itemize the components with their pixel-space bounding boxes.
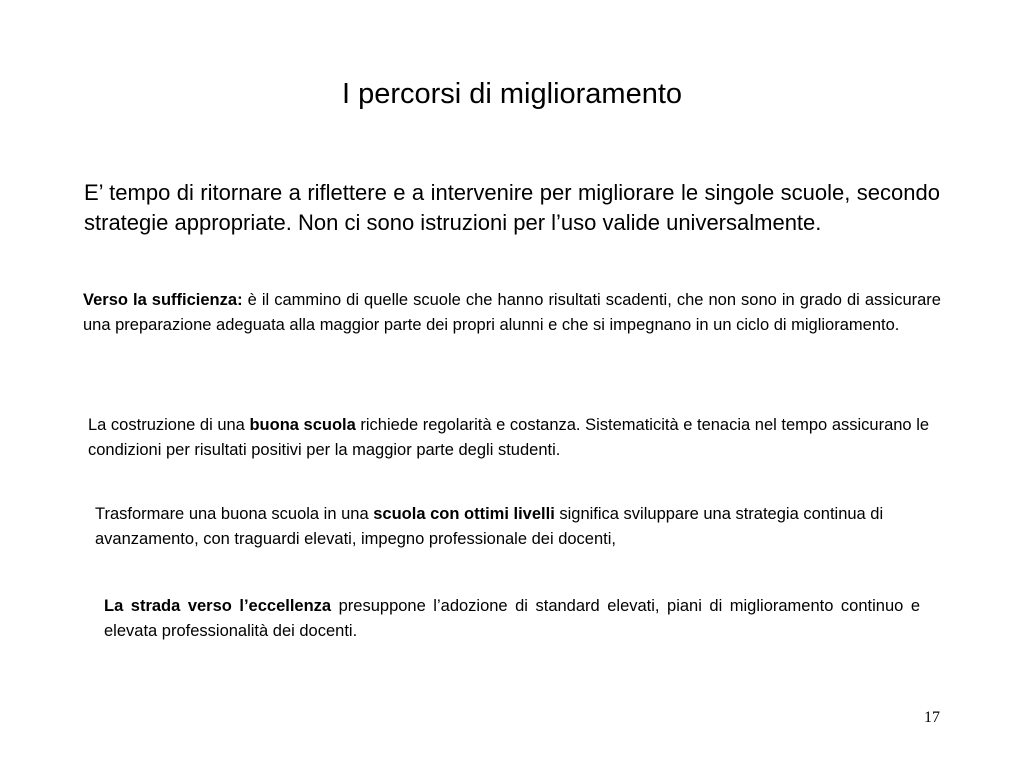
paragraph-buona-scuola <box>88 413 938 463</box>
paragraph-text-pre: La costruzione di una <box>88 416 250 434</box>
paragraph-ottimi-livelli <box>95 502 925 552</box>
paragraph-bold: Verso la sufficienza: <box>83 291 243 309</box>
paragraph-text: richiede regolarità e costanza. Sistematicità e tenacia nel tempo assicurano le condizioni per risultati positivi per la maggior parte degli studenti. <box>88 416 930 459</box>
paragraph-bold: scuola con ottimi livelli <box>373 505 555 523</box>
page-number: 17 <box>924 709 940 726</box>
paragraph-bold: buona scuola <box>249 416 356 434</box>
paragraph-bold: La strada verso l’eccellenza <box>104 597 332 615</box>
paragraph-text: è il cammino di quelle scuole che hanno risultati scadenti, che non sono in grado di assicurare una preparazione adeguata alla maggior parte dei propri alunni e che si impegnano in un ciclo di miglioramento. <box>83 291 941 334</box>
intro-paragraph: E’ tempo di ritornare a riflettere e a intervenire per migliorare le singole scuole, secondo strategie appropriate. Non ci sono istruzioni per l’uso valide universalmente. <box>84 180 940 235</box>
paragraph-text: presuppone l’adozione di standard elevati, piani di miglioramento continuo e elevata professionalità dei docenti. <box>104 597 920 640</box>
paragraph-text: significa sviluppare una strategia continua di avanzamento, con traguardi elevati, impegno professionale dei docenti, <box>95 505 884 548</box>
paragraph-eccellenza <box>104 594 920 644</box>
paragraph-sufficienza <box>83 288 941 338</box>
slide-title: I percorsi di miglioramento <box>341 78 683 110</box>
paragraph-text-pre: Trasformare una buona scuola in una <box>95 505 374 523</box>
